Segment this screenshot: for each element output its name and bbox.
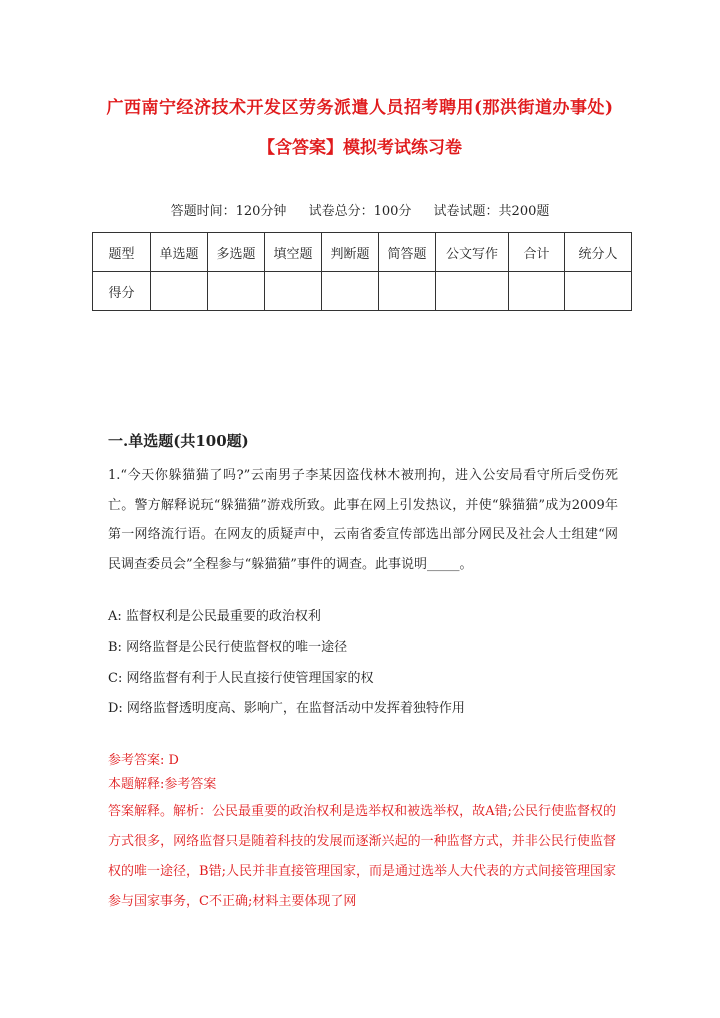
score-cell: [509, 272, 565, 311]
exam-question-count: 试卷试题：共200题: [433, 204, 550, 219]
answer-explanation: 答案解释。解析：公民最重要的政治权利是选举权和被选举权，故A错;公民行使监督权的方式很多，网络监督只是随着科技的发展而逐渐兴起的一种监督方式，并非公民行使监督权的唯一途径，B错;人民并非直接管理国家，而是通过选举人大代表的方式间接管理国家参与国家事务，C不正确;材料主要体现了网: [108, 804, 616, 909]
header-cell: 单选题: [151, 233, 208, 272]
document-title-line2: 【含答案】模拟考试练习卷: [258, 138, 462, 158]
header-cell: 简答题: [379, 233, 436, 272]
score-table: [92, 232, 632, 311]
header-cell: 题型: [93, 233, 151, 272]
score-cell: [379, 272, 436, 311]
score-cell: [322, 272, 379, 311]
score-row-label: 得分: [93, 272, 151, 311]
exam-meta: [0, 200, 720, 219]
header-cell: 填空题: [265, 233, 322, 272]
score-table-score-row: [93, 272, 632, 311]
answer-note: 本题解释:参考答案: [108, 777, 217, 792]
header-cell: 合计: [509, 233, 565, 272]
section-heading: 一.单选题(共100题): [108, 432, 249, 450]
header-cell: 判断题: [322, 233, 379, 272]
question-text: 1.“今天你躲猫猫了吗?”云南男子李某因盗伐林木被刑拘，进入公安局看守所后受伤死亡。警方解释说玩“躲猫猫”游戏所致。此事在网上引发热议，并使“躲猫猫”成为2009年第一网络流行语。在网友的质疑声中，云南省委宣传部选出部分网民及社会人士组建“网民调查委员会”全程参与“躲猫猫”事件的调查。此事说明_____。: [108, 468, 618, 572]
option-c: C: 网络监督有利于人民直接行使管理国家的权: [108, 671, 374, 686]
header-cell: 统分人: [565, 233, 632, 272]
exam-time: 答题时间：120分钟: [170, 204, 287, 219]
score-table-header-row: [93, 233, 632, 272]
score-cell: [208, 272, 265, 311]
header-cell: 多选题: [208, 233, 265, 272]
score-cell: [265, 272, 322, 311]
score-cell: [436, 272, 509, 311]
header-cell: 公文写作: [436, 233, 509, 272]
exam-total-score: 试卷总分：100分: [308, 204, 412, 219]
score-cell: [565, 272, 632, 311]
option-a: A: 监督权利是公民最重要的政治权利: [108, 609, 321, 624]
reference-answer: 参考答案: D: [108, 753, 179, 768]
option-d: D: 网络监督透明度高、影响广，在监督活动中发挥着独特作用: [108, 701, 465, 716]
score-cell: [151, 272, 208, 311]
option-b: B: 网络监督是公民行使监督权的唯一途径: [108, 640, 348, 655]
document-title-line1: 广西南宁经济技术开发区劳务派遣人员招考聘用(那洪街道办事处): [106, 98, 614, 118]
